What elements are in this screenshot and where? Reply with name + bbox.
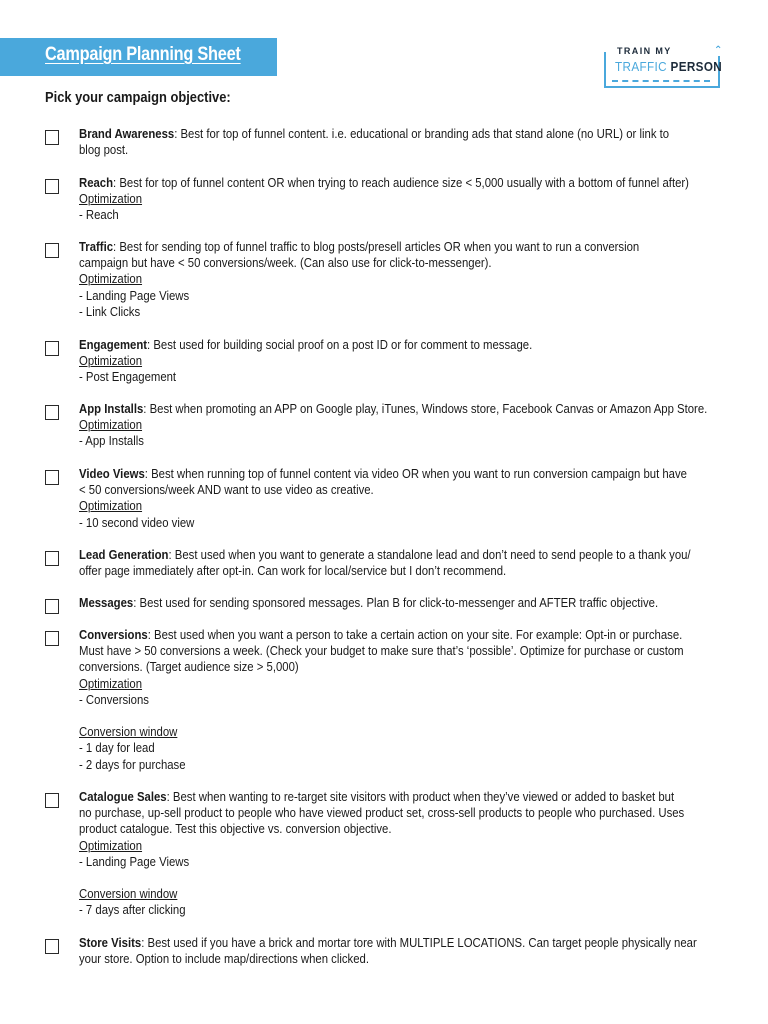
optimization-option: - Conversions <box>79 691 149 707</box>
objective-desc: : Best used when you want to generate a standalone lead and don’t need to send people to a thank you/ <box>168 547 691 562</box>
objective-text <box>79 595 715 611</box>
logo-word-person: PERSON <box>670 59 723 74</box>
objective-desc-cont: blog post. <box>79 142 129 158</box>
conversion-window-option: - 7 days after clicking <box>79 902 186 918</box>
objective-text <box>79 126 715 158</box>
objective-desc: : Best used when you want a person to take a certain action on your site. For example: Opt-in or purchase. <box>147 627 683 642</box>
objective-name: Video Views <box>79 466 145 481</box>
conversion-window-label: Conversion window <box>79 724 178 740</box>
checkbox-conversions[interactable] <box>45 631 59 646</box>
objective-text <box>79 175 715 224</box>
logo-top-text: TRAIN MY <box>614 46 675 56</box>
objective-text <box>79 547 715 579</box>
chevron-up-icon: ⌃ <box>714 45 723 56</box>
objective-name: Conversions <box>79 627 148 642</box>
checkbox-app-installs[interactable] <box>45 405 59 420</box>
optimization-label: Optimization <box>79 837 143 853</box>
objective-name: App Installs <box>79 401 144 416</box>
checkbox-lead-generation[interactable] <box>45 551 59 566</box>
optimization-label: Optimization <box>79 417 143 433</box>
optimization-label: Optimization <box>79 191 143 207</box>
optimization-option: - Link Clicks <box>79 303 141 319</box>
objective-desc-cont: your store. Option to include map/directions when clicked. <box>79 951 369 967</box>
section-heading: Pick your campaign objective: <box>45 89 231 106</box>
objective-text <box>79 466 715 531</box>
objective-text <box>79 401 715 450</box>
checkbox-messages[interactable] <box>45 599 59 614</box>
checkbox-store-visits[interactable] <box>45 939 59 954</box>
objective-desc: : Best for top of funnel content. i.e. educational or branding ads that stand alone (no URL) or link to <box>174 126 670 141</box>
objective-name: Catalogue Sales <box>79 789 167 804</box>
objective-desc-cont: campaign but have < 50 conversions/week. (Can also use for click-to-messenger). <box>79 255 492 271</box>
objective-desc: : Best used if you have a brick and mortar tore with MULTIPLE LOCATIONS. Can target people physically near <box>141 935 697 950</box>
objective-name: Store Visits <box>79 935 142 950</box>
objective-desc-cont: product catalogue. Test this objective vs. conversion objective. <box>79 821 392 837</box>
spacer <box>79 708 715 724</box>
spacer <box>79 870 715 886</box>
optimization-label: Optimization <box>79 353 143 369</box>
objective-text <box>79 935 715 967</box>
checkbox-traffic[interactable] <box>45 243 59 258</box>
objective-text <box>79 337 715 386</box>
objective-desc: : Best when wanting to re-target site visitors with product when they’ve viewed or added to basket but <box>166 789 675 804</box>
optimization-option: - Landing Page Views <box>79 287 190 303</box>
objective-name: Messages <box>79 595 134 610</box>
objective-name: Lead Generation <box>79 547 169 562</box>
objective-name: Reach <box>79 175 114 190</box>
objective-desc: : Best for sending top of funnel traffic to blog posts/presell articles OR when you want to run a conversion <box>113 239 640 254</box>
logo-word-traffic: TRAFFIC <box>615 59 667 74</box>
optimization-option: - Landing Page Views <box>79 853 190 869</box>
optimization-label: Optimization <box>79 271 143 287</box>
optimization-option: - Post Engagement <box>79 369 177 385</box>
optimization-option: - 10 second video view <box>79 514 195 530</box>
objective-desc-cont: Must have > 50 conversions a week. (Check your budget to make sure that’s ‘possible’. Optimize for purchase or custom <box>79 643 684 659</box>
checkbox-video-views[interactable] <box>45 470 59 485</box>
checkbox-reach[interactable] <box>45 179 59 194</box>
optimization-label: Optimization <box>79 498 143 514</box>
objective-desc: : Best used for building social proof on a post ID or for comment to message. <box>147 337 533 352</box>
objective-name: Brand Awareness <box>79 126 175 141</box>
objective-name: Traffic <box>79 239 114 254</box>
logo-wordmark <box>615 59 722 74</box>
logo-dashed-line <box>612 80 710 82</box>
conversion-window-label: Conversion window <box>79 886 178 902</box>
optimization-option: - App Installs <box>79 433 144 449</box>
checkbox-catalogue-sales[interactable] <box>45 793 59 808</box>
objective-desc: : Best when promoting an APP on Google play, iTunes, Windows store, Facebook Canvas or Amazon App Store. <box>143 401 708 416</box>
page-title: Campaign Planning Sheet <box>45 44 241 65</box>
objective-desc-cont: conversions. (Target audience size > 5,000) <box>79 659 299 675</box>
objective-desc: : Best when running top of funnel content via video OR when you want to run conversion campaign but have <box>144 466 687 481</box>
objective-desc-cont: offer page immediately after opt-in. Can work for local/service but I don’t recommend. <box>79 563 507 579</box>
objective-name: Engagement <box>79 337 148 352</box>
objective-desc-cont: no purchase, up-sell product to people who have viewed product set, cross-sell products to people who purchased. Uses <box>79 805 685 821</box>
checkbox-brand-awareness[interactable] <box>45 130 59 145</box>
conversion-window-option: - 2 days for purchase <box>79 756 186 772</box>
objective-desc-cont: < 50 conversions/week AND want to use video as creative. <box>79 482 374 498</box>
objective-text <box>79 789 715 919</box>
optimization-label: Optimization <box>79 675 143 691</box>
conversion-window-option: - 1 day for lead <box>79 740 155 756</box>
objective-desc: : Best used for sending sponsored messages. Plan B for click-to-messenger and AFTER traffic objective. <box>133 595 659 610</box>
optimization-option: - Reach <box>79 207 119 223</box>
brand-logo <box>600 46 726 92</box>
objective-text <box>79 627 715 773</box>
checkbox-engagement[interactable] <box>45 341 59 356</box>
objective-text <box>79 239 715 320</box>
objective-desc: : Best for top of funnel content OR when trying to reach audience size < 5,000 usually with a bottom of funnel after) <box>113 175 689 190</box>
